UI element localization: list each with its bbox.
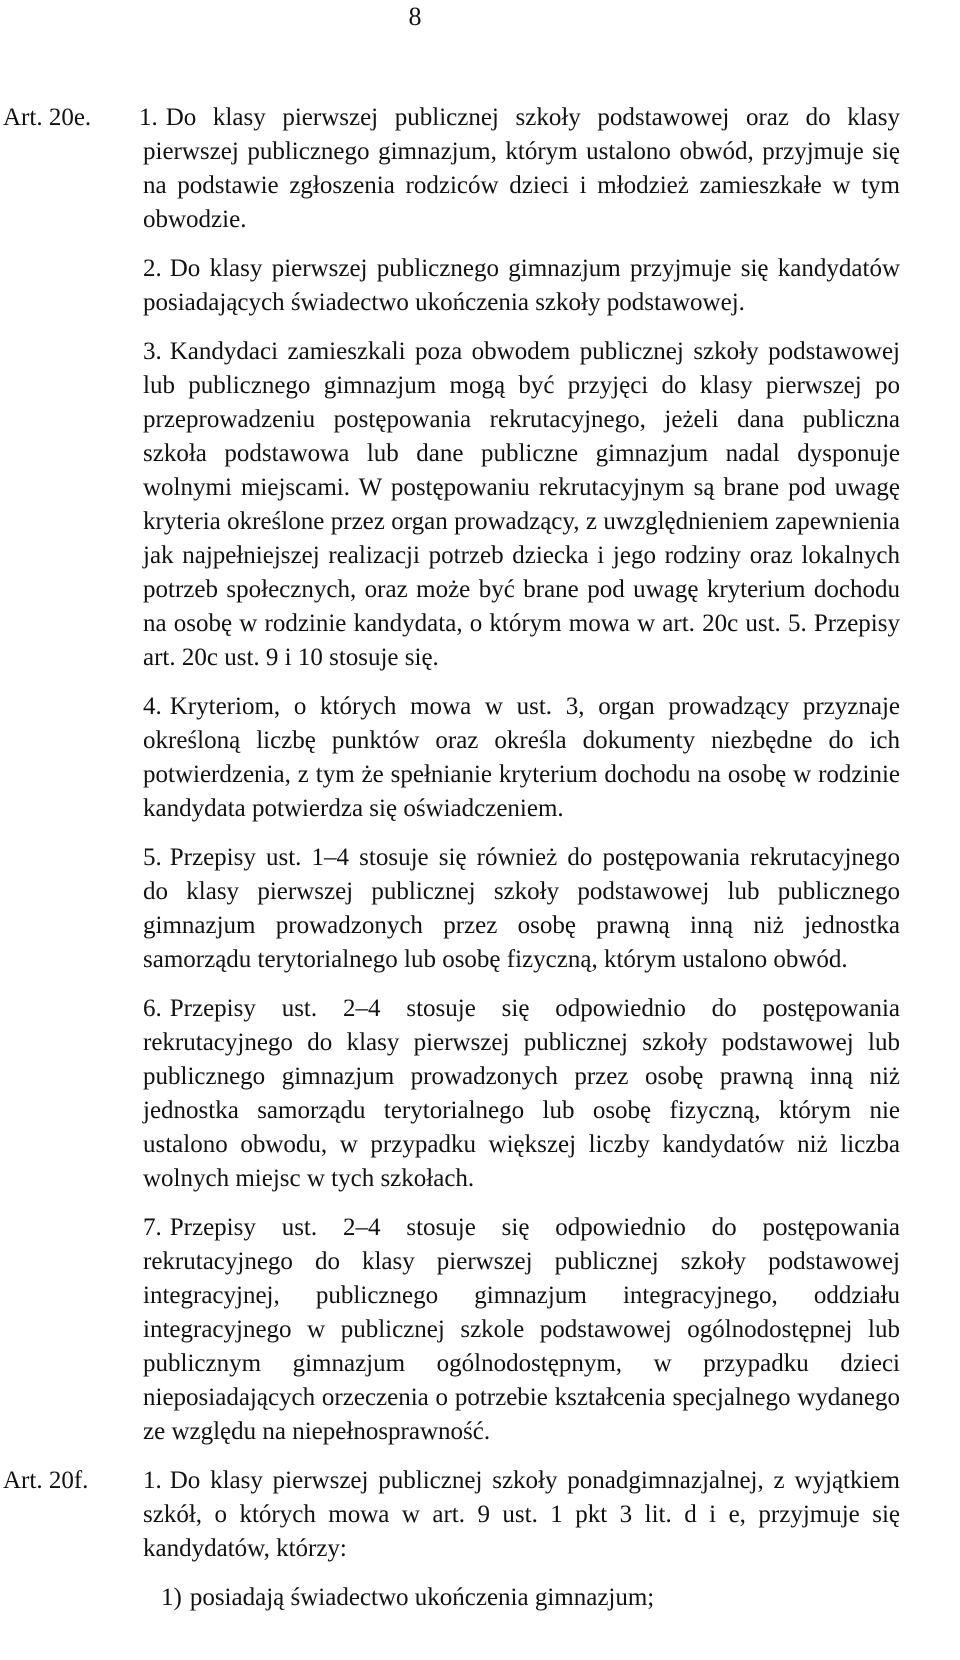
paragraph-3 xyxy=(143,335,900,675)
paragraph-number: 1. xyxy=(139,104,158,131)
paragraph-1 xyxy=(143,1464,900,1566)
paragraph-text: Kryteriom, o których mowa w ust. 3, organ prowadzący przyznaje określoną liczbę punktów oraz określa dokumenty niezbędne do ich potwierdzenia, z tym że spełnianie kryterium dochodu na osobę w rodzinie kandydata potwierdza się oświadczeniem. xyxy=(143,693,900,822)
article-20f xyxy=(0,1464,960,1615)
article-label: Art. 20f. xyxy=(3,1467,89,1494)
paragraph-number: 5. xyxy=(143,844,162,871)
paragraph-number: 7. xyxy=(143,1214,162,1241)
paragraph-text: Do klasy pierwszej publicznego gimnazjum przyjmuje się kandydatów posiadających świadectwo ukończenia szkoły podstawowej. xyxy=(143,255,900,316)
paragraph-6 xyxy=(143,992,900,1196)
paragraph-text: Przepisy ust. 2–4 stosuje się odpowiednio do postępowania rekrutacyjnego do klasy pierwszej publicznej szkoły podstawowej integracyjnej, publicznego gimnazjum integracyjnego, oddziału integracyjnego w publicznej szkole podstawowej ogólnodostępnej lub publicznym gimnazjum ogólnodostępnym, w przypadku dzieci nieposiadających orzeczenia o potrzebie kształcenia specjalnego wydanego ze względu na niepełnosprawność. xyxy=(143,1214,900,1445)
item-number: 1) xyxy=(161,1584,182,1611)
paragraph-2 xyxy=(143,252,900,320)
paragraph-number: 2. xyxy=(143,255,162,282)
paragraph-text: Do klasy pierwszej publicznej szkoły podstawowej oraz do klasy pierwszej publicznego gimnazjum, którym ustalono obwód, przyjmuje się na podstawie zgłoszenia rodziców dzieci i młodzież zamieszkałe w tym obwodzie. xyxy=(143,104,900,233)
paragraph-4 xyxy=(143,690,900,826)
article-20e xyxy=(0,101,960,1449)
paragraph-7 xyxy=(143,1211,900,1449)
paragraph-text: Kandydaci zamieszkali poza obwodem publicznej szkoły podstawowej lub publicznego gimnazjum mogą być przyjęci do klasy pierwszej po przeprowadzeniu postępowania rekrutacyjnego, jeżeli dana publiczna szkoła podstawowa lub dane publiczne gimnazjum nadal dysponuje wolnymi miejscami. W postępowaniu rekrutacyjnym są brane pod uwagę kryteria określone przez organ prowadzący, z uwzględnieniem zapewnienia jak najpełniejszej realizacji potrzeb dziecka i jego rodziny oraz lokalnych potrzeb społecznych, oraz może być brane pod uwagę kryterium dochodu na osobę w rodzinie kandydata, o którym mowa w art. 20c ust. 5. Przepisy art. 20c ust. 9 i 10 stosuje się. xyxy=(143,338,900,671)
paragraph-number: 1. xyxy=(143,1467,162,1494)
paragraph-text: Przepisy ust. 2–4 stosuje się odpowiednio do postępowania rekrutacyjnego do klasy pierwszej publicznej szkoły podstawowej lub publicznego gimnazjum prowadzonych przez osobę prawną inną niż jednostka samorządu terytorialnego lub osobę fizyczną, którym nie ustalono obwodu, w przypadku większej liczby kandydatów niż liczba wolnych miejsc w tych szkołach. xyxy=(143,995,900,1192)
article-label: Art. 20e. xyxy=(3,104,92,131)
paragraph-text: Przepisy ust. 1–4 stosuje się również do postępowania rekrutacyjnego do klasy pierwszej publicznej szkoły podstawowej lub publicznego gimnazjum prowadzonych przez osobę prawną inną niż jednostka samorządu terytorialnego lub osobę fizyczną, którym ustalono obwód. xyxy=(143,844,900,973)
document-body xyxy=(0,101,960,1615)
paragraph-number: 3. xyxy=(143,338,162,365)
page-number: 8 xyxy=(408,2,422,31)
paragraph-5 xyxy=(143,841,900,977)
item-text: posiadają świadectwo ukończenia gimnazjum; xyxy=(189,1584,655,1611)
paragraph-text: Do klasy pierwszej publicznej szkoły ponadgimnazjalnej, z wyjątkiem szkół, o których mowa w art. 9 ust. 1 pkt 3 lit. d i e, przyjmuje się kandydatów, którzy: xyxy=(143,1467,900,1562)
paragraph-1 xyxy=(139,101,900,237)
paragraph-number: 4. xyxy=(143,693,162,720)
list-item xyxy=(161,1581,901,1615)
paragraph-number: 6. xyxy=(143,995,162,1022)
